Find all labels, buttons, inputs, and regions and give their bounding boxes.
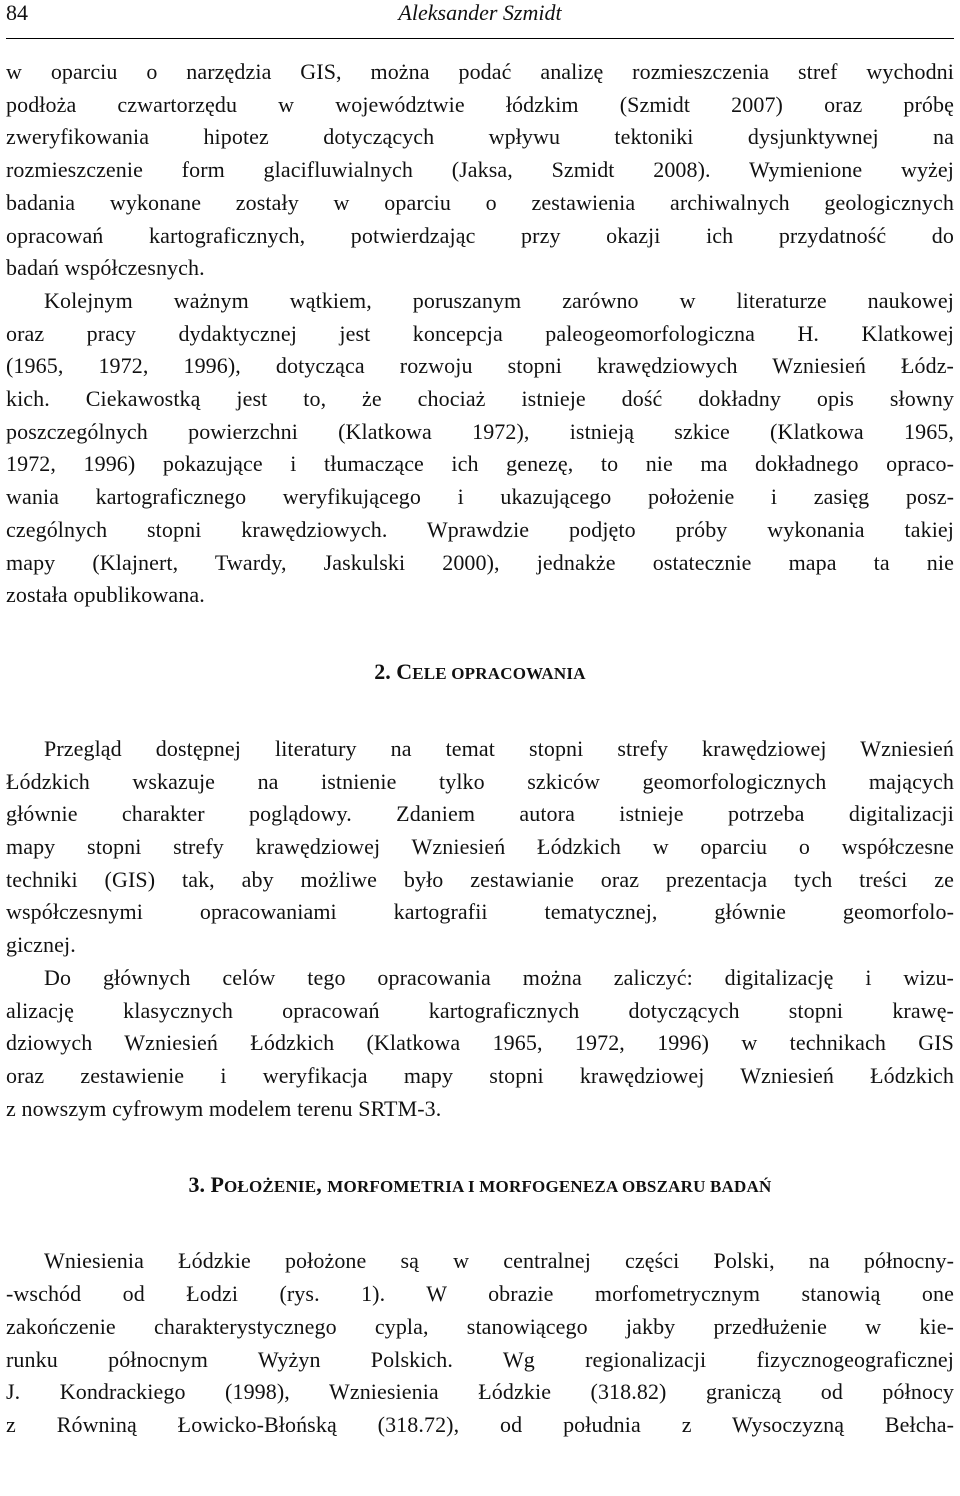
paragraph-literature-review bbox=[6, 733, 954, 962]
text-line: w oparciu o narzędzia GIS, można podać analizę rozmieszczenia stref wychodni bbox=[6, 59, 954, 84]
text-line: badań współczesnych. bbox=[6, 255, 205, 281]
text-line: 1972, 1996) pokazujące i tłumaczące ich genezę, to nie ma dokładnego opraco- bbox=[6, 451, 954, 477]
section-title-rest: OŁOŻENIE bbox=[223, 1177, 317, 1197]
text-line: -wschód od Łodzi (rys. 1). W obrazie morfometrycznym stanowią one bbox=[6, 1281, 954, 1307]
text-line: mapy (Klajnert, Twardy, Jaskulski 2000), jednakże ostatecznie mapa ta nie bbox=[6, 549, 954, 575]
section-title-rest: ELE OPRACOWANIA bbox=[412, 663, 586, 683]
text-line: techniki (GIS) tak, aby możliwe było zestawianie oraz prezentacja tych treści ze bbox=[6, 866, 954, 892]
text-line: badania wykonane zostały w oparciu o zestawienia archiwalnych geologicznych bbox=[6, 189, 954, 215]
text-line: czególnych stopni krawędziowych. Wprawdzie podjęto próby wykonania takiej bbox=[6, 516, 954, 542]
text-line: wania kartograficznego weryfikującego i ukazującego położenie i zasięg posz- bbox=[6, 484, 954, 510]
section-title-separator: , bbox=[316, 1172, 328, 1198]
text-line: Kolejnym ważnym wątkiem, poruszanym zarówno w literaturze naukowej bbox=[44, 287, 954, 313]
text-line: oraz pracy dydaktycznej jest koncepcja paleogeomorfologiczna H. Klatkowej bbox=[6, 320, 954, 346]
paragraph-study-goals bbox=[6, 962, 954, 1126]
paragraph-location bbox=[6, 1245, 954, 1441]
text-line: mapy stopni strefy krawędziowej Wzniesień Łódzkich w oparciu o współczesne bbox=[6, 834, 954, 860]
text-line: (1965, 1972, 1996), dotycząca rozwoju stopni krawędziowych Wzniesień Łódz- bbox=[6, 353, 954, 379]
text-line: została opublikowana. bbox=[6, 582, 205, 608]
text-line: z Równiną Łowicko-Błońską (318.72), od południa z Wysoczyzną Bełcha- bbox=[6, 1411, 954, 1437]
text-line: runku północnym Wyżyn Polskich. Wg regionalizacji fizycznogeograficznej bbox=[6, 1346, 954, 1372]
section-title-initial: P bbox=[210, 1172, 224, 1198]
text-line: z nowszym cyfrowym modelem terenu SRTM-3. bbox=[6, 1095, 442, 1121]
text-line: J. Kondrackiego (1998), Wzniesienia Łódzkie (318.82) graniczą od północy bbox=[6, 1379, 954, 1405]
page-header bbox=[6, 0, 954, 39]
text-line: rozmieszczenie form glacifluwialnych (Jaksa, Szmidt 2008). Wymienione wyżej bbox=[6, 157, 954, 183]
text-line: Przegląd dostępnej literatury na temat stopni strefy krawędziowej Wzniesień bbox=[44, 735, 954, 761]
document-page bbox=[6, 0, 954, 1442]
text-line: alizację klasycznych opracowań kartograficznych dotyczących stopni krawę- bbox=[6, 997, 954, 1023]
text-line: głównie charakter poglądowy. Zdaniem autora istnieje potrzeba digitalizacji bbox=[6, 801, 954, 827]
text-line: współczesnymi opracowaniami kartografii tematycznej, głównie geomorfolo- bbox=[6, 899, 954, 925]
text-line: poszczególnych powierzchni (Klatkowa 1972), istnieją szkice (Klatkowa 1965, bbox=[6, 418, 954, 444]
text-line: opracowań kartograficznych, potwierdzając przy okazji ich przydatność do bbox=[6, 222, 954, 248]
section-heading-2 bbox=[6, 659, 954, 685]
page-number: 84 bbox=[6, 0, 28, 25]
text-line: dziowych Wzniesień Łódzkich (Klatkowa 1965, 1972, 1996) w technikach GIS bbox=[6, 1030, 954, 1056]
paragraph-gis-analysis bbox=[6, 56, 954, 285]
section-number: 2. bbox=[374, 658, 391, 684]
paragraph-klatkowa-concept bbox=[6, 285, 954, 612]
text-line: Do głównych celów tego opracowania można zaliczyć: digitalizację i wizu- bbox=[44, 964, 954, 990]
section-title-rest: MORFOMETRIA I MORFOGENEZA OBSZARU BADAŃ bbox=[327, 1177, 772, 1197]
text-line: Wniesienia Łódzkie położone są w centralnej części Polski, na północny- bbox=[44, 1248, 954, 1274]
text-line: zakończenie charakterystycznego cypla, stanowiącego jakby przedłużenie w kie- bbox=[6, 1313, 954, 1339]
section-heading-3 bbox=[6, 1172, 954, 1198]
section-number: 3. bbox=[188, 1172, 206, 1198]
text-line: zweryfikowania hipotez dotyczących wpływu tektoniki dysjunktywnej na bbox=[6, 124, 954, 150]
text-line: Łódzkich wskazuje na istnienie tylko szkiców geomorfologicznych mających bbox=[6, 768, 954, 794]
text-line: podłoża czwartorzędu w województwie łódzkim (Szmidt 2007) oraz próbę bbox=[6, 91, 954, 117]
text-line: gicznej. bbox=[6, 932, 76, 958]
running-head-author: Aleksander Szmidt bbox=[398, 0, 562, 25]
section-title-initial: C bbox=[396, 658, 413, 684]
text-line: oraz zestawienie i weryfikacja mapy stopni krawędziowej Wzniesień Łódzkich bbox=[6, 1062, 954, 1088]
text-line: kich. Ciekawostką jest to, że chociaż istnieje dość dokładny opis słowny bbox=[6, 386, 954, 412]
